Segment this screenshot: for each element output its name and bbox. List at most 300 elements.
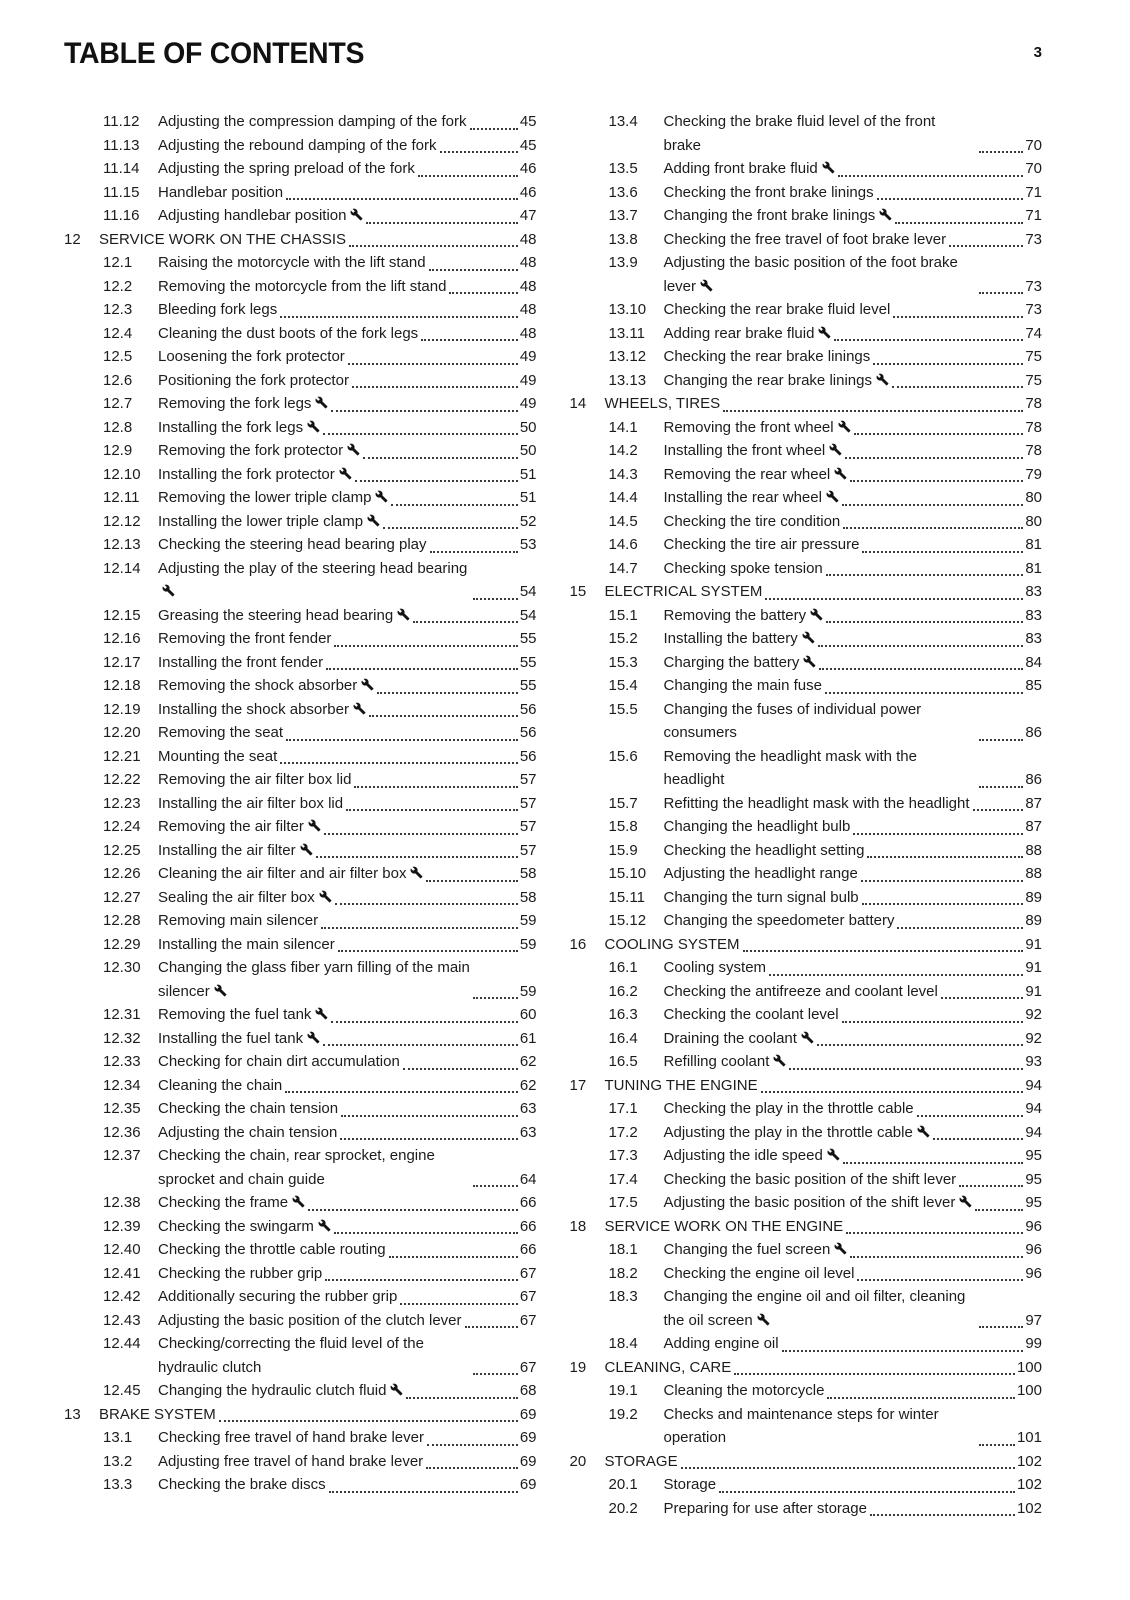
toc-entry-title: Positioning the fork protector [158,371,349,389]
toc-entry-number: 12.24 [103,818,141,835]
dotted-leader [400,1303,518,1305]
toc-entry [64,1027,537,1051]
dotted-leader [427,1444,518,1446]
toc-entry [570,1450,1043,1474]
toc-entry-title: Changing the fuses of individual power consumers [663,700,922,741]
toc-entry-number: 16.4 [608,1029,638,1047]
toc-entry-number: 11.14 [103,160,140,177]
toc-entry [570,439,1043,463]
toc-entry-title: Removing the motorcycle from the lift stand [158,277,447,295]
wrench-icon [834,467,847,480]
toc-entry [570,110,1043,157]
dotted-leader [825,692,1023,694]
toc-entry [570,416,1043,440]
wrench-icon [319,890,332,903]
toc-entry [570,1473,1043,1497]
toc-entry [570,1097,1043,1121]
toc-entry [64,416,537,440]
toc-entry-number: 12.33 [103,1053,141,1070]
toc-entry [64,369,537,393]
toc-entry [64,1191,537,1215]
toc-entry-number: 15.5 [608,700,638,718]
toc-entry-page: 59 [519,982,537,1000]
wrench-icon [810,608,823,621]
toc-entry-page: 67 [519,1311,537,1329]
toc-entry-title: Removing the air filter box lid [158,771,352,788]
toc-entry [64,933,537,957]
toc-entry-page: 48 [519,277,537,295]
toc-entry-page: 95 [1025,1170,1042,1188]
toc-entry-page: 73 [1025,230,1042,248]
toc-entry-number: 13.12 [608,348,647,365]
toc-entry-number: 12.34 [103,1076,141,1094]
toc-entry [570,815,1043,839]
dotted-leader [389,1256,518,1258]
toc-entry-number: 17.5 [608,1194,638,1211]
toc-entry-title: Checking the tire air pressure [663,536,860,553]
toc-entry [64,604,537,628]
toc-entry-title: Installing the front fender [158,653,324,671]
toc-entry [570,345,1043,369]
dotted-leader [363,457,518,459]
toc-entry-page: 47 [519,207,537,224]
toc-entry [570,1238,1043,1262]
toc-entry-title: Additionally securing the rubber grip [158,1288,398,1305]
toc-entry-number: 12.9 [103,442,133,459]
toc-entry-number: 16.3 [608,1006,638,1023]
toc-entry [570,956,1043,980]
toc-entry [64,275,537,299]
toc-entry-title: Removing the shock absorber [158,674,374,698]
toc-entry-title: Installing the air filter box lid [158,794,344,812]
toc-entry-number: 20.1 [608,1476,638,1493]
toc-entry [64,792,537,816]
toc-entry [64,839,537,863]
toc-entry-number: 15.12 [608,912,647,929]
toc-entry [64,1285,537,1309]
toc-entry-title: Checking the chain tension [158,1100,339,1117]
toc-entry-title: Adjusting the basic position of the shift lever [664,1191,973,1215]
toc-entry-page: 51 [519,465,537,483]
toc-entry-title: Adjusting the basic position of the foot brake lever [663,254,958,295]
dotted-leader [734,1373,1015,1375]
toc-entry-number: 12.44 [103,1335,141,1352]
dotted-leader [286,198,518,200]
dotted-leader [867,856,1023,858]
toc-entry-page: 74 [1025,324,1042,342]
toc-entry-page: 46 [519,183,537,201]
toc-entry [64,956,537,1003]
toc-entry-number: 17 [569,1076,587,1094]
toc-entry-page: 52 [519,512,537,530]
wrench-icon [959,1195,972,1208]
dotted-leader [897,927,1023,929]
toc-entry-number: 12.40 [103,1241,141,1258]
toc-entry-page: 60 [519,1006,537,1023]
toc-entry-number: 12.6 [103,371,133,389]
toc-entry-page: 56 [519,724,537,741]
dotted-leader [426,1467,518,1469]
toc-entry [64,862,537,886]
toc-entry-title: Checking spoke tension [663,559,823,577]
toc-entry-number: 12.30 [103,959,141,976]
toc-entry-page: 48 [519,230,537,248]
dotted-leader [862,903,1024,905]
toc-entry-number: 14 [569,395,587,412]
dotted-leader [308,1209,518,1211]
toc-entry-title: Storage [663,1476,717,1493]
toc-entry-page: 69 [519,1452,537,1470]
toc-entry-page: 79 [1025,465,1042,483]
toc-entry-title: Removing the lower triple clamp [158,486,388,510]
toc-entry-number: 12.28 [103,912,141,929]
toc-entry-number: 11.13 [103,136,140,154]
wrench-icon [876,373,889,386]
toc-entry-title: Checking the coolant level [663,1006,839,1023]
toc-entry-number: 12.36 [103,1123,141,1141]
toc-entry-page: 69 [519,1429,537,1446]
toc-entry-number: 17.1 [608,1100,638,1117]
toc-entry-title: TUNING THE ENGINE [604,1076,758,1094]
toc-entry-title: Removing the fuel tank [158,1003,328,1027]
toc-entry-page: 63 [519,1100,537,1117]
toc-entry-title: SERVICE WORK ON THE CHASSIS [99,230,346,248]
toc-entry-page: 88 [1025,841,1042,859]
toc-entry-page: 54 [519,583,537,600]
toc-entry [64,1238,537,1262]
toc-entry-number: 14.4 [608,489,638,506]
dotted-leader [473,598,518,600]
toc-entry [570,181,1043,205]
toc-entry-title: Adding rear brake fluid [664,322,832,346]
toc-entry [64,1332,537,1379]
toc-entry-page: 96 [1025,1264,1042,1282]
dotted-leader [782,1350,1024,1352]
toc-entry [570,369,1043,393]
toc-entry-page: 96 [1025,1217,1042,1235]
dotted-leader [219,1420,518,1422]
toc-entry-title: Checking the swingarm [158,1215,331,1239]
toc-entry-number: 16.1 [608,959,638,976]
toc-entry-number: 17.2 [608,1123,638,1141]
wrench-icon [827,1148,840,1161]
toc-entry [64,134,537,158]
toc-entry-number: 12.42 [103,1288,141,1305]
wrench-icon [834,1242,847,1255]
toc-entry-page: 75 [1025,371,1042,389]
toc-entry-number: 13.6 [608,183,638,201]
toc-entry-number: 16.2 [608,982,638,1000]
dotted-leader [843,1162,1024,1164]
toc-entry-number: 13.1 [103,1429,133,1446]
toc-entry-page: 45 [519,136,537,154]
dotted-leader [838,175,1024,177]
wrench-icon [801,1031,814,1044]
toc-entry-number: 13.9 [608,254,638,271]
dotted-leader [870,1514,1015,1516]
wrench-icon [350,208,363,221]
toc-entry [570,674,1043,698]
dotted-leader [723,410,1023,412]
toc-entry-number: 15 [569,583,587,600]
dotted-leader [470,128,518,130]
dotted-leader [334,1232,518,1234]
toc-entry-number: 18.1 [608,1241,638,1258]
dotted-leader [331,410,517,412]
toc-entry [64,1379,537,1403]
toc-entry-number: 15.2 [608,630,638,647]
dotted-leader [329,1491,518,1493]
toc-entry [570,792,1043,816]
dotted-leader [473,1185,518,1187]
toc-entry [570,392,1043,416]
toc-entry-page: 101 [1016,1429,1042,1446]
toc-entry-page: 67 [519,1288,537,1305]
toc-entry-page: 87 [1025,818,1042,835]
wrench-icon [838,420,851,433]
wrench-icon [390,1383,403,1396]
toc-entry-page: 83 [1025,630,1042,647]
toc-entry [64,298,537,322]
toc-entry-number: 12.1 [103,254,133,271]
toc-entry-page: 63 [519,1123,537,1141]
wrench-icon [308,819,321,832]
toc-entry-title: Preparing for use after storage [663,1499,867,1517]
toc-entry [64,1144,537,1191]
wrench-icon [410,866,423,879]
toc-entry-page: 83 [1025,606,1042,624]
toc-entry-number: 14.5 [608,512,638,530]
wrench-icon [353,702,366,715]
toc-entry-title: Checking free travel of hand brake lever [158,1429,424,1446]
toc-entry-title: Raising the motorcycle with the lift stand [158,254,426,271]
toc-entry-number: 14.7 [608,559,638,577]
toc-entry-number: 13.3 [103,1476,133,1493]
toc-entry-title: Bleeding fork legs [158,301,278,318]
page-title: TABLE OF CONTENTS [64,37,365,70]
toc-entry-title: Changing the rear brake linings [664,369,889,393]
toc-entry-page: 67 [519,1264,537,1282]
toc-entry-title: Cleaning the motorcycle [663,1382,825,1399]
toc-entry-title: Installing the fork legs [158,416,320,440]
dotted-leader [429,269,518,271]
toc-entry-number: 13.11 [608,324,645,342]
toc-entry-page: 102 [1016,1476,1042,1493]
dotted-leader [354,786,517,788]
toc-entry-title: Sealing the air filter box [158,886,332,910]
dotted-leader [941,997,1023,999]
toc-entry-page: 68 [519,1382,537,1399]
page-header [64,38,1042,70]
toc-entry [64,181,537,205]
toc-entry-title: Checking the antifreeze and coolant level [663,982,938,1000]
dotted-leader [418,175,518,177]
toc-entry-page: 80 [1025,489,1042,506]
toc-entry-page: 87 [1025,794,1042,812]
toc-entry-title: Mounting the seat [158,747,278,765]
toc-entry-title: Installing the lower triple clamp [158,510,380,534]
dotted-leader [893,316,1023,318]
toc-entry [570,698,1043,745]
toc-entry-title: Removing the fork protector [158,439,360,463]
toc-entry-number: 15.8 [608,818,638,835]
toc-entry-title: Removing main silencer [158,912,319,929]
toc-entry [64,721,537,745]
toc-entry [64,1403,537,1427]
toc-entry-title: Cooling system [663,959,767,976]
toc-entry-title: COOLING SYSTEM [604,935,740,953]
toc-entry [64,392,537,416]
dotted-leader [321,927,518,929]
wrench-icon [803,655,816,668]
dotted-leader [979,786,1024,788]
toc-entry-title: Checks and maintenance steps for winter operation [663,1405,939,1446]
toc-entry-title: Installing the air filter [158,839,313,863]
toc-entry-number: 15.1 [608,606,638,624]
toc-entry-title: Checking the free travel of foot brake lever [663,230,947,248]
toc-entry-title: Adjusting the spring preload of the fork [158,160,415,177]
toc-entry-page: 59 [519,935,537,953]
dotted-leader [949,245,1023,247]
toc-entry [64,557,537,604]
toc-column-right [570,110,1043,1520]
dotted-leader [761,1091,1024,1093]
toc-entry-number: 12.41 [103,1264,141,1282]
dotted-leader [877,198,1024,200]
toc-entry-number: 17.3 [608,1147,638,1164]
dotted-leader [892,386,1023,388]
toc-entry-title: BRAKE SYSTEM [99,1405,216,1423]
toc-entry [570,463,1043,487]
toc-column-left [64,110,537,1520]
toc-entry-number: 12.3 [103,301,133,318]
toc-entry-page: 70 [1025,136,1042,154]
dotted-leader [769,974,1023,976]
toc-entry [64,745,537,769]
toc-entry-page: 64 [519,1170,537,1188]
toc-entry-page: 61 [519,1029,537,1047]
toc-entry-page: 50 [519,442,537,459]
toc-entry [64,886,537,910]
dotted-leader [846,1232,1023,1234]
dotted-leader [719,1491,1015,1493]
toc-entry [64,627,537,651]
toc-entry-title: Changing the speedometer battery [663,912,895,929]
dotted-leader [743,950,1024,952]
dotted-leader [979,151,1024,153]
toc-entry-number: 12.23 [103,794,141,812]
toc-entry-page: 48 [519,301,537,318]
toc-entry [570,251,1043,298]
toc-entry-title: Checking the headlight setting [663,841,865,859]
dotted-leader [316,856,518,858]
toc-entry-page: 92 [1025,1029,1042,1047]
toc-entry-title: Changing the hydraulic clutch fluid [158,1379,403,1403]
wrench-icon [361,678,374,691]
wrench-icon [315,1007,328,1020]
toc-entry-page: 100 [1016,1382,1042,1399]
dotted-leader [286,739,518,741]
toc-entry-number: 15.3 [608,653,638,671]
toc-entry-title: Checking the engine oil level [663,1264,855,1282]
toc-entry-page: 91 [1025,935,1042,953]
toc-entry-title: Checking the chain, rear sprocket, engine sprocket and chain guide [158,1147,435,1188]
toc-entry-title: Adjusting the chain tension [158,1123,338,1141]
wrench-icon [339,467,352,480]
toc-entry-number: 12.22 [103,771,141,788]
toc-entry-title: Adjusting the compression damping of the fork [158,113,467,130]
toc-entry-title: Handlebar position [158,183,284,201]
toc-entry-number: 12.15 [103,606,141,624]
dotted-leader [681,1467,1015,1469]
toc-entry-page: 57 [519,794,537,812]
toc-entry-title: Installing the battery [664,627,815,651]
dotted-leader [979,1326,1024,1328]
toc-entry-number: 13.5 [608,160,638,177]
dotted-leader [331,1021,517,1023]
dotted-leader [933,1138,1023,1140]
toc-entry-page: 54 [519,606,537,624]
toc-entry [570,627,1043,651]
toc-entry-page: 81 [1025,559,1042,577]
toc-entry-number: 14.1 [608,418,638,436]
toc-entry [64,698,537,722]
dotted-leader [979,292,1024,294]
toc-entry [570,1215,1043,1239]
dotted-leader [280,316,518,318]
dotted-leader [857,1279,1023,1281]
toc-entry [64,1309,537,1333]
toc-entry-number: 15.11 [608,888,645,906]
wrench-icon [315,396,328,409]
toc-entry-title: Checking the tire condition [663,512,841,530]
toc-entry-title: Checking the rear brake linings [663,348,871,365]
toc-entry-number: 13.4 [608,113,638,130]
toc-entry-title: Removing the air filter [158,815,321,839]
toc-entry-page: 102 [1016,1499,1042,1517]
dotted-leader [861,880,1024,882]
dotted-leader [366,222,517,224]
toc-entry [570,1050,1043,1074]
toc-entry [64,439,537,463]
toc-entry-title: Checking the frame [158,1191,305,1215]
toc-entry-page: 48 [519,324,537,342]
dotted-leader [349,245,518,247]
toc-entry-number: 12.19 [103,700,141,718]
toc-entry-number: 12.13 [103,536,141,553]
toc-entry-page: 97 [1025,1311,1042,1329]
toc-entry [64,909,537,933]
toc-entry-number: 15.10 [608,865,647,882]
wrench-icon [375,490,388,503]
wrench-icon [307,420,320,433]
toc-entry-number: 19.1 [608,1382,638,1399]
toc-entry-title: Checking for chain dirt accumulation [158,1053,400,1070]
toc-entry-title: Checking/correcting the fluid level of the hydraulic clutch [158,1335,424,1376]
toc-entry-number: 13.13 [608,371,647,389]
toc-entry [64,1050,537,1074]
dotted-leader [850,1256,1023,1258]
toc-entry-page: 73 [1025,277,1042,295]
dotted-leader [842,1021,1024,1023]
toc-entry-number: 13.8 [608,230,638,248]
toc-entry-page: 56 [519,747,537,765]
toc-entry-title: Checking the brake discs [158,1476,326,1493]
wrench-icon [879,208,892,221]
dotted-leader [842,504,1023,506]
toc-entry [570,580,1043,604]
toc-entry-page: 56 [519,700,537,718]
